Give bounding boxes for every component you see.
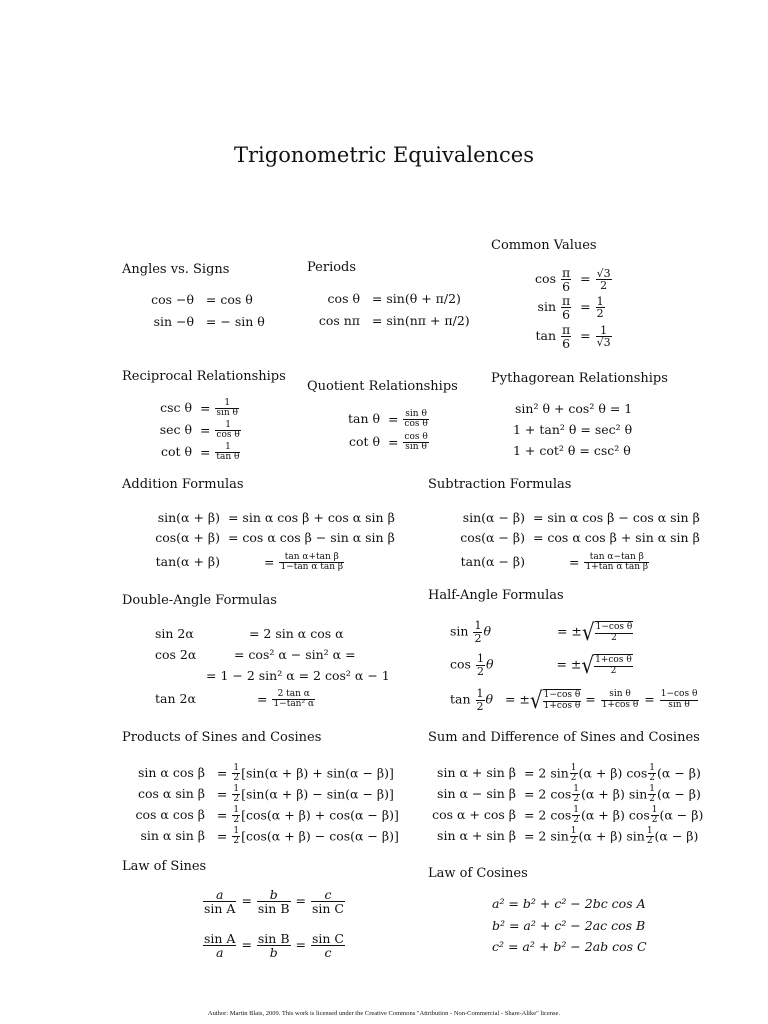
heading-subtraction: Subtraction Formulas [428, 477, 572, 492]
heading-half-angle: Half-Angle Formulas [428, 588, 564, 603]
double-angle-sin: sin 2α = 2 sin α cos α [155, 626, 344, 641]
reciprocal-eq-2: sec θ = $\frac{1}{\text{cos θ}}$ [159, 420, 240, 441]
heading-reciprocal: Reciprocal Relationships [122, 369, 286, 384]
periods-eq-1: cos θ = sin(θ + π/2) [327, 291, 461, 306]
law-cosines-eq-1: a² = b² + c² − 2bc cos A [492, 896, 646, 911]
products-eq-2: cos α sin β = $\frac{1}{2}$ [sin(α + β) − sin(α − β)] [138, 784, 394, 805]
half-angle-cos: cos $\frac{1}{2}$ θ = ±√ $\frac{\text{1+cos θ}}{2}$ [450, 651, 632, 679]
half-angle-sin: sin $\frac{1}{2}$ θ = ±√ $\frac{\text{1−cos θ}}{2}$ [450, 618, 633, 646]
heading-law-sines: Law of Sines [122, 859, 207, 874]
heading-products: Products of Sines and Cosines [122, 730, 322, 745]
common-values-eq-2: sin $\frac{\pi}{6}$ = $\frac{1}{2}$ [537, 293, 604, 323]
heading-addition: Addition Formulas [122, 477, 244, 492]
addition-eq-2: cos(α + β) = cos α cos β − sin α sin β [155, 530, 395, 545]
half-angle-tan: tan $\frac{1}{2}$ θ = ±√ $\frac{\text{1−cos θ}}{\text{1+cos θ}}$ = $\frac{\text{sin θ}}{\text{1+cos θ}}$ = $\frac{\text{1−cos θ}}{\text{sin θ}}$ [450, 686, 698, 714]
double-angle-tan: tan 2α = $\frac{\text{2 tan α}}{\text{1−tan² α}}$ [155, 689, 315, 710]
pythagorean-eq-2: 1 + tan² θ = sec² θ [513, 422, 633, 437]
law-cosines-eq-3: c² = a² + b² − 2ab cos C [492, 939, 647, 954]
sum-diff-eq-3: cos α + cos β = 2 cos $\frac{1}{2}$ (α + β) cos $\frac{1}{2}$ (α − β) [432, 805, 704, 826]
double-angle-cos-2: = 1 − 2 sin² α = 2 cos² α − 1 [206, 668, 390, 683]
heading-law-cosines: Law of Cosines [428, 866, 528, 881]
heading-pythagorean: Pythagorean Relationships [491, 371, 668, 386]
quotient-eq-1: tan θ = $\frac{\text{sin θ}}{\text{cos θ}}$ [347, 409, 428, 430]
angles-signs-eq-1: cos −θ = cos θ [151, 292, 253, 307]
common-values-eq-1: cos $\frac{\pi}{6}$ = $\frac{√3}{2}$ [535, 265, 611, 295]
quotient-eq-2: cot θ = $\frac{\text{cos θ}}{\text{sin θ}}$ [348, 432, 428, 453]
sum-diff-eq-2: sin α − sin β = 2 cos $\frac{1}{2}$ (α + β) sin $\frac{1}{2}$ (α − β) [437, 784, 701, 805]
heading-angles-signs: Angles vs. Signs [122, 262, 230, 277]
addition-eq-1: sin(α + β) = sin α cos β + cos α sin β [157, 510, 395, 525]
subtraction-eq-1: sin(α − β) = sin α cos β − cos α sin β [462, 510, 700, 525]
sum-diff-eq-4: sin α + sin β = 2 sin $\frac{1}{2}$ (α + β) sin $\frac{1}{2}$ (α − β) [437, 826, 699, 847]
common-values-eq-3: tan $\frac{\pi}{6}$ = $\frac{1}{√3}$ [535, 322, 611, 352]
pythagorean-eq-1: sin² θ + cos² θ = 1 [515, 401, 633, 416]
periods-eq-2: cos nπ = sin(nπ + π/2) [318, 313, 470, 328]
license-footer: Author: Martin Blais, 2009. This work is licensed under the Creative Commons "Attribution - Non-Commercial - Share-Alike" license. [207, 1010, 561, 1017]
products-eq-1: sin α cos β = $\frac{1}{2}$ [sin(α + β) + sin(α − β)] [138, 763, 394, 784]
pythagorean-eq-3: 1 + cot² θ = csc² θ [513, 443, 631, 458]
heading-sum-diff: Sum and Difference of Sines and Cosines [428, 730, 700, 745]
page-title: Trigonometric Equivalences [233, 143, 535, 167]
addition-eq-3: tan(α + β) = $\frac{\text{tan α+tan β}}{\text{1−tan α tan β}}$ [155, 552, 344, 573]
subtraction-eq-3: tan(α − β) = $\frac{\text{tan α−tan β}}{\text{1+tan α tan β}}$ [460, 552, 649, 573]
sum-diff-eq-1: sin α + sin β = 2 sin $\frac{1}{2}$ (α + β) cos $\frac{1}{2}$ (α − β) [437, 763, 701, 784]
heading-double-angle: Double-Angle Formulas [122, 593, 277, 608]
law-cosines-eq-2: b² = a² + c² − 2ac cos B [492, 918, 646, 933]
law-sines-row-2: $\frac{\text{sin A}}{a}$ = $\frac{\text{sin B}}{b}$ = $\frac{\text{sin C}}{c}$ [204, 931, 344, 961]
heading-common-values: Common Values [491, 238, 597, 253]
reciprocal-eq-1: csc θ = $\frac{1}{\text{sin θ}}$ [160, 398, 238, 419]
products-eq-3: cos α cos β = $\frac{1}{2}$ [cos(α + β) + cos(α − β)] [135, 805, 399, 826]
subtraction-eq-2: cos(α − β) = cos α cos β + sin α sin β [460, 530, 700, 545]
law-sines-row-1: $\frac{a}{\text{sin A}}$ = $\frac{b}{\text{sin B}}$ = $\frac{c}{\text{sin C}}$ [204, 887, 344, 917]
heading-periods: Periods [307, 260, 357, 275]
heading-quotient: Quotient Relationships [307, 379, 458, 394]
double-angle-cos: cos 2α = cos² α − sin² α = [155, 647, 356, 662]
products-eq-4: sin α sin β = $\frac{1}{2}$ [cos(α + β) − cos(α − β)] [140, 826, 399, 847]
reciprocal-eq-3: cot θ = $\frac{1}{\text{tan θ}}$ [160, 442, 240, 463]
angles-signs-eq-2: sin −θ = − sin θ [153, 314, 265, 329]
